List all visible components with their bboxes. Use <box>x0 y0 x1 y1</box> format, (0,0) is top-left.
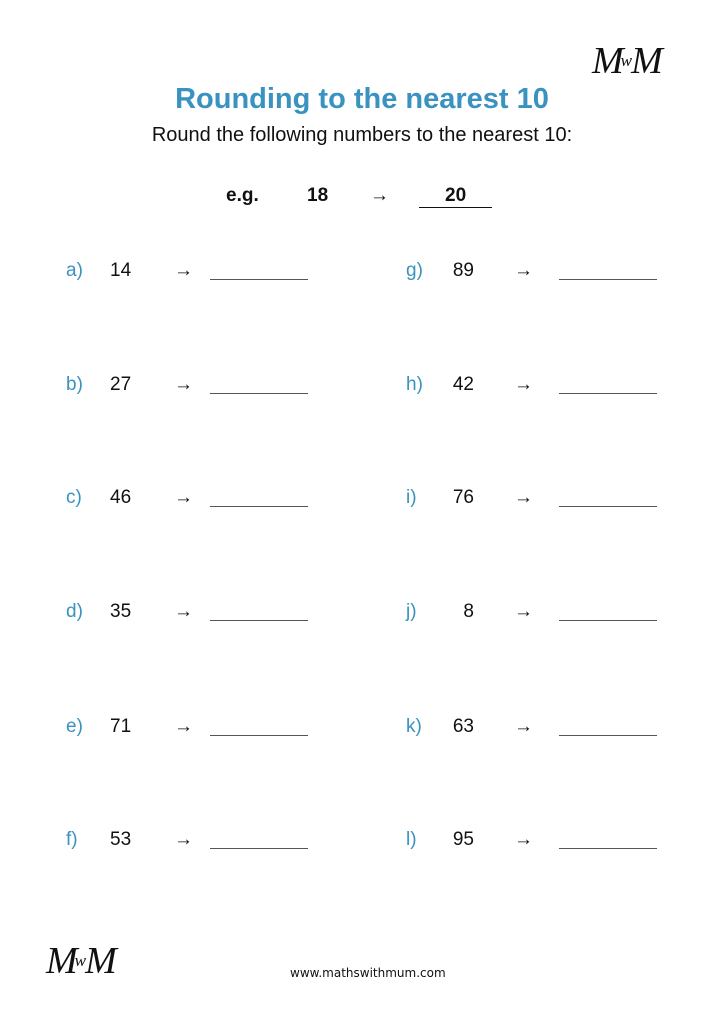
answer-blank[interactable] <box>559 393 657 394</box>
question-label: c) <box>66 487 82 508</box>
arrow-right-icon: → <box>514 601 533 622</box>
question-label: g) <box>406 260 423 281</box>
question-label: e) <box>66 716 83 737</box>
arrow-right-icon: → <box>174 260 193 281</box>
question-value: 14 <box>110 260 132 281</box>
question-label: a) <box>66 260 83 281</box>
answer-blank[interactable] <box>210 620 308 621</box>
arrow-right-icon: → <box>370 185 389 206</box>
arrow-right-icon: → <box>514 374 533 395</box>
answer-blank[interactable] <box>210 848 308 849</box>
question-value: 53 <box>110 829 132 850</box>
question-value: 63 <box>452 716 474 737</box>
answer-blank[interactable] <box>559 279 657 280</box>
question-label: l) <box>406 829 417 850</box>
question-value: 76 <box>452 487 474 508</box>
question-value: 35 <box>110 601 132 622</box>
footer-url: www.mathswithmum.com <box>290 966 446 980</box>
answer-blank[interactable] <box>559 506 657 507</box>
question-label: k) <box>406 716 422 737</box>
brand-logo-top <box>592 42 661 80</box>
logo-letter: M <box>85 940 115 982</box>
page-title: Rounding to the nearest 10 <box>175 83 549 115</box>
question-label: i) <box>406 487 417 508</box>
answer-blank[interactable] <box>210 393 308 394</box>
question-label: d) <box>66 601 83 622</box>
logo-letter: M <box>592 40 622 82</box>
arrow-right-icon: → <box>514 260 533 281</box>
brand-logo-bottom <box>46 942 115 980</box>
question-value: 46 <box>110 487 132 508</box>
logo-letter: w <box>620 51 633 71</box>
question-value: 27 <box>110 374 132 395</box>
logo-letter: M <box>46 940 76 982</box>
example-value: 18 <box>307 185 329 206</box>
example-answer: 20 <box>419 185 492 208</box>
arrow-right-icon: → <box>514 716 533 737</box>
answer-blank[interactable] <box>559 848 657 849</box>
example-label: e.g. <box>226 185 259 206</box>
answer-blank[interactable] <box>559 620 657 621</box>
question-value: 42 <box>452 374 474 395</box>
question-value: 8 <box>463 601 474 622</box>
question-label: j) <box>406 601 417 622</box>
question-label: h) <box>406 374 423 395</box>
arrow-right-icon: → <box>174 716 193 737</box>
arrow-right-icon: → <box>514 487 533 508</box>
question-label: f) <box>66 829 78 850</box>
arrow-right-icon: → <box>174 829 193 850</box>
answer-blank[interactable] <box>210 735 308 736</box>
answer-blank[interactable] <box>559 735 657 736</box>
answer-blank[interactable] <box>210 506 308 507</box>
arrow-right-icon: → <box>174 487 193 508</box>
arrow-right-icon: → <box>514 829 533 850</box>
instruction-text: Round the following numbers to the nearest 10: <box>151 124 573 146</box>
question-value: 71 <box>110 716 132 737</box>
logo-letter: M <box>631 40 661 82</box>
logo-letter: w <box>74 951 87 971</box>
question-value: 89 <box>452 260 474 281</box>
answer-blank[interactable] <box>210 279 308 280</box>
example-row <box>0 185 724 213</box>
question-label: b) <box>66 374 83 395</box>
question-value: 95 <box>452 829 474 850</box>
arrow-right-icon: → <box>174 374 193 395</box>
arrow-right-icon: → <box>174 601 193 622</box>
